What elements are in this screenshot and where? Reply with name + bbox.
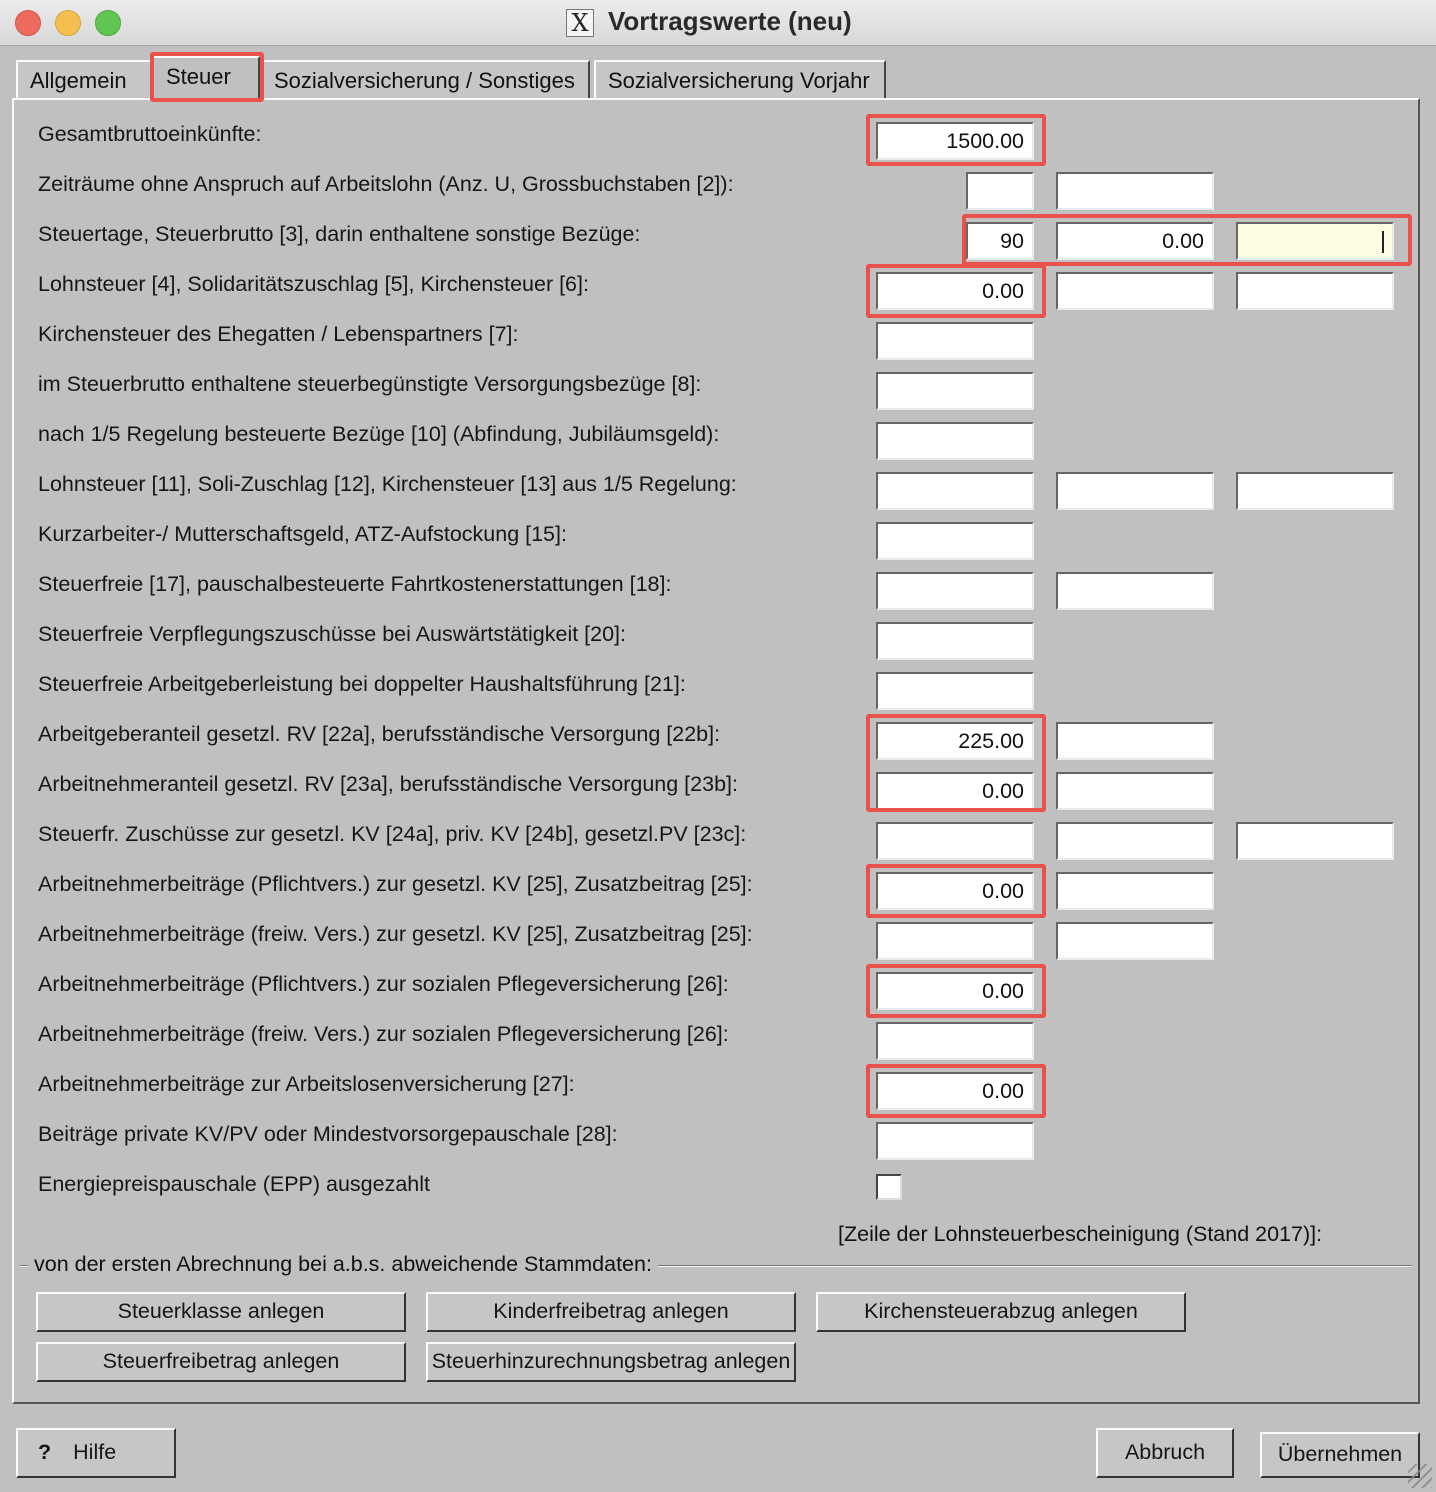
label-zuschuesse-kv: Steuerfr. Zuschüsse zur gesetzl. KV [24a], priv. KV [24b], gesetzl.PV [23c]: — [38, 822, 747, 846]
arbeitgeber-berufsstaendisch-field[interactable] — [1056, 722, 1214, 760]
zeitraeume-anzahl-field[interactable] — [966, 172, 1034, 210]
window-title: Vortragswerte (neu) — [608, 6, 852, 36]
steuertage-field[interactable]: 90 — [966, 222, 1034, 260]
label-fuenftel-bezuege: nach 1/5 Regelung besteuerte Bezüge [10] (Abfindung, Jubiläumsgeld): — [38, 422, 720, 446]
label-zeitraeume: Zeiträume ohne Anspruch auf Arbeitslohn (Anz. U, Grossbuchstaben [2]): — [38, 172, 734, 196]
label-arbeitslosenversicherung: Arbeitnehmerbeiträge zur Arbeitslosenversicherung [27]: — [38, 1072, 575, 1096]
kinderfreibetrag-anlegen-button[interactable]: Kinderfreibetrag anlegen — [426, 1292, 796, 1332]
sonstige-bezuege-field[interactable] — [1236, 222, 1394, 260]
label-kurzarbeitergeld: Kurzarbeiter-/ Mutterschaftsgeld, ATZ-Aufstockung [15]: — [38, 522, 567, 546]
zuschuss-gesetzl-pv-field[interactable] — [1236, 822, 1394, 860]
fuenftel-bezuege-field[interactable] — [876, 422, 1034, 460]
zeitraeume-buchstaben-field[interactable] — [1056, 172, 1214, 210]
zuschuss-priv-kv-field[interactable] — [1056, 822, 1214, 860]
kirchensteuerabzug-anlegen-button[interactable]: Kirchensteuerabzug anlegen — [816, 1292, 1186, 1332]
kurzarbeitergeld-field[interactable] — [876, 522, 1034, 560]
apply-button[interactable]: Übernehmen — [1260, 1432, 1420, 1478]
label-lohnsteuer-fuenftel: Lohnsteuer [11], Soli-Zuschlag [12], Kirchensteuer [13] aus 1/5 Regelung: — [38, 472, 737, 496]
tab-steuer[interactable]: Steuer — [152, 56, 260, 102]
steuerbrutto-field[interactable]: 0.00 — [1056, 222, 1214, 260]
kv-freiwillig-field[interactable] — [876, 922, 1034, 960]
label-pv-pflicht: Arbeitnehmerbeiträge (Pflichtvers.) zur sozialen Pflegeversicherung [26]: — [38, 972, 729, 996]
lohnsteuer-field[interactable]: 0.00 — [876, 272, 1034, 310]
label-kv-pflicht: Arbeitnehmerbeiträge (Pflichtvers.) zur gesetzl. KV [25], Zusatzbeitrag [25]: — [38, 872, 753, 896]
label-arbeitnehmeranteil-rv: Arbeitnehmeranteil gesetzl. RV [23a], berufsständische Versorgung [23b]: — [38, 772, 738, 796]
steuerfreibetrag-anlegen-button[interactable]: Steuerfreibetrag anlegen — [36, 1342, 406, 1382]
gesamtbrutto-field[interactable]: 1500.00 — [876, 122, 1034, 160]
tab-sozialversicherung-vorjahr[interactable]: Sozialversicherung Vorjahr — [594, 60, 886, 100]
help-button[interactable] — [16, 1428, 176, 1478]
arbeitnehmer-berufsstaendisch-field[interactable] — [1056, 772, 1214, 810]
tab-sozialversicherung-sonstiges[interactable]: Sozialversicherung / Sonstiges — [260, 60, 590, 100]
pv-pflicht-field[interactable]: 0.00 — [876, 972, 1034, 1010]
lohnsteuerbescheinigung-note: [Zeile der Lohnsteuerbescheinigung (Stand 2017)]: — [838, 1222, 1323, 1246]
versorgungsbezuege-field[interactable] — [876, 372, 1034, 410]
text-caret — [1382, 231, 1384, 253]
label-energiepreispauschale: Energiepreispauschale (EPP) ausgezahlt — [38, 1172, 431, 1196]
label-kirchensteuer-ehegatte: Kirchensteuer des Ehegatten / Lebenspartners [7]: — [38, 322, 519, 346]
arbeitnehmeranteil-rv-field[interactable]: 0.00 — [876, 772, 1034, 810]
x11-app-icon: X — [566, 9, 594, 37]
label-verpflegung: Steuerfreie Verpflegungszuschüsse bei Auswärtstätigkeit [20]: — [38, 622, 627, 646]
label-versorgungsbezuege: im Steuerbrutto enthaltene steuerbegünstigte Versorgungsbezüge [8]: — [38, 372, 702, 396]
stammdaten-title: von der ersten Abrechnung bei a.b.s. abweichende Stammdaten: — [28, 1252, 658, 1277]
kv-pflicht-zusatzbeitrag-field[interactable] — [1056, 872, 1214, 910]
label-lohnsteuer: Lohnsteuer [4], Solidaritätszuschlag [5], Kirchensteuer [6]: — [38, 272, 589, 296]
steuerhinzurechnungsbetrag-anlegen-button[interactable]: Steuerhinzurechnungsbetrag anlegen — [426, 1342, 796, 1382]
kv-freiwillig-zusatzbeitrag-field[interactable] — [1056, 922, 1214, 960]
private-kv-pv-field[interactable] — [876, 1122, 1034, 1160]
resize-grip-icon[interactable] — [1408, 1464, 1432, 1488]
zoom-window-button[interactable] — [95, 10, 121, 36]
close-window-button[interactable] — [15, 10, 41, 36]
label-kv-freiwillig: Arbeitnehmerbeiträge (freiw. Vers.) zur gesetzl. KV [25], Zusatzbeitrag [25]: — [38, 922, 753, 946]
verpflegung-field[interactable] — [876, 622, 1034, 660]
solidaritaetszuschlag-field[interactable] — [1056, 272, 1214, 310]
minimize-window-button[interactable] — [55, 10, 81, 36]
arbeitslosenversicherung-field[interactable]: 0.00 — [876, 1072, 1034, 1110]
steuerfreie-fahrtkosten-field[interactable] — [876, 572, 1034, 610]
kirchensteuer-field[interactable] — [1236, 272, 1394, 310]
label-steuertage: Steuertage, Steuerbrutto [3], darin enthaltene sonstige Bezüge: — [38, 222, 641, 246]
cancel-button[interactable]: Abbruch — [1096, 1428, 1234, 1478]
title-bar — [0, 0, 1436, 46]
label-doppelte-haushaltsfuehrung: Steuerfreie Arbeitgeberleistung bei doppelter Haushaltsführung [21]: — [38, 672, 686, 696]
doppelte-haushaltsfuehrung-field[interactable] — [876, 672, 1034, 710]
kv-pflicht-field[interactable]: 0.00 — [876, 872, 1034, 910]
soli-fuenftel-field[interactable] — [1056, 472, 1214, 510]
label-arbeitgeberanteil-rv: Arbeitgeberanteil gesetzl. RV [22a], berufsständische Versorgung [22b]: — [38, 722, 721, 746]
steuerklasse-anlegen-button[interactable]: Steuerklasse anlegen — [36, 1292, 406, 1332]
label-gesamtbruttoeinkuenfte: Gesamtbruttoeinkünfte: — [38, 122, 262, 146]
label-private-kv-pv: Beiträge private KV/PV oder Mindestvorsorgepauschale [28]: — [38, 1122, 618, 1146]
label-pv-freiwillig: Arbeitnehmerbeiträge (freiw. Vers.) zur sozialen Pflegeversicherung [26]: — [38, 1022, 729, 1046]
pv-freiwillig-field[interactable] — [876, 1022, 1034, 1060]
zuschuss-gesetzl-kv-field[interactable] — [876, 822, 1034, 860]
help-label: Hilfe — [73, 1440, 117, 1464]
kirchensteuer-ehegatte-field[interactable] — [876, 322, 1034, 360]
help-icon: ? — [38, 1440, 52, 1464]
kirchensteuer-fuenftel-field[interactable] — [1236, 472, 1394, 510]
arbeitgeberanteil-rv-field[interactable]: 225.00 — [876, 722, 1034, 760]
pauschal-fahrtkosten-field[interactable] — [1056, 572, 1214, 610]
epp-checkbox[interactable] — [876, 1174, 902, 1200]
tab-allgemein[interactable]: Allgemein — [16, 60, 154, 100]
lohnsteuer-fuenftel-field[interactable] — [876, 472, 1034, 510]
label-fahrtkosten: Steuerfreie [17], pauschalbesteuerte Fahrtkostenerstattungen [18]: — [38, 572, 672, 596]
